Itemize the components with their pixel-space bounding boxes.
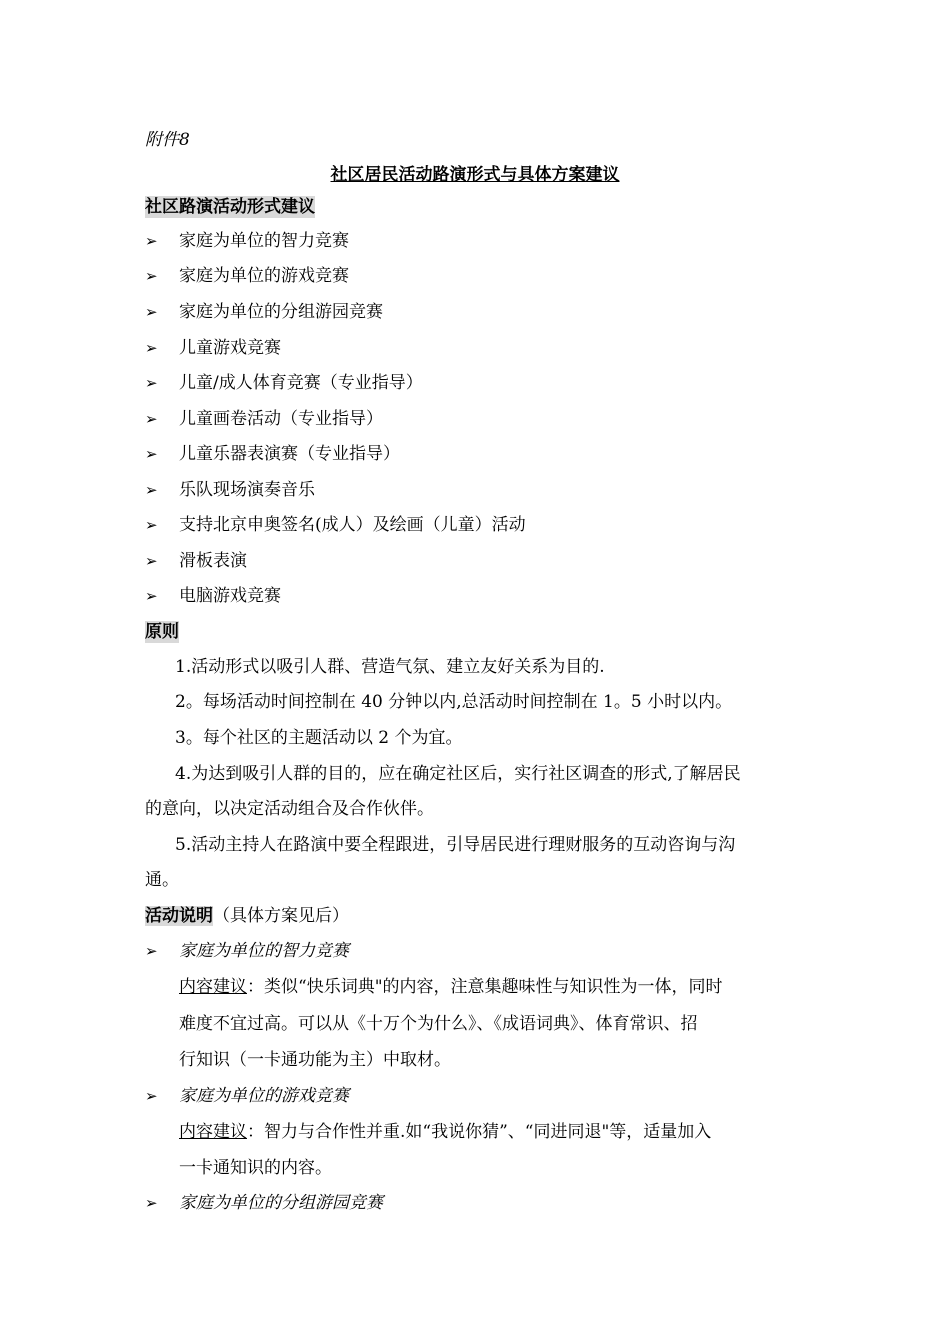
- arrow-bullet-icon: ➢: [145, 445, 158, 463]
- principle-4-line2: 的意向，以决定活动组合及合作伙伴。: [145, 799, 434, 819]
- section-heading-activities-row: [145, 905, 810, 927]
- principle-5-line1: 5.活动主持人在路演中要全程跟进，引导居民进行理财服务的互动咨询与沟: [175, 835, 736, 855]
- arrow-bullet-icon: ➢: [145, 339, 158, 357]
- activity-title: 家庭为单位的智力竞赛: [179, 941, 349, 961]
- activity-desc-line: 内容建议：类似“快乐词典"的内容，注意集趣味性与知识性为一体，同时: [179, 977, 723, 997]
- principle-4-line1: 4.为达到吸引人群的目的，应在确定社区后，实行社区调查的形式,了解居民: [175, 764, 741, 784]
- principle-5-line2: 通。: [145, 870, 179, 890]
- document-title: 社区居民活动路演形式与具体方案建议: [330, 165, 620, 185]
- arrow-bullet-icon: ➢: [145, 587, 158, 605]
- section-heading-note: （具体方案见后）: [213, 906, 349, 926]
- arrow-bullet-icon: ➢: [145, 1087, 158, 1105]
- section-heading-activities: 活动说明: [145, 906, 213, 926]
- document-page: 附件8 社区居民活动路演形式与具体方案建议 社区路演活动形式建议 ➢ 家庭为单位的智力竞赛 ➢ 家庭为单位的游戏竞赛 ➢ 家庭为单位的分组游园竞赛 ➢ 儿童游戏竞赛 ➢ 儿童/成人体育竞赛（专业指导） ➢ 儿童画卷活动（专业指导） ➢ 儿童乐器表演赛（专业指导） ➢ 乐队现场演奏音乐 ➢ 支持北京申奥签名(成人）及绘画（儿童）活动 ➢ 滑板表演 ➢ 电脑游戏竞赛 原则 1.活动形式以吸引人群、营造气氛、建立友好关系为目的. 2。每场活动时间控制在 40 分钟以内,总活动时间控制在 1。5 小时以内。 3。每个社区的主题活动以 2 个为宜。 4.为达到吸引人群的目的，应在确定社区后，实行社区调查的形式,了解居民 的意向，以决定活动组合及合作伙伴。 5.活动主持人在路演中要全程跟进，引导居民进行理财服务的互动咨询与沟 通。 活动说明（具体方案见后） ➢ 家庭为单位的智力竞赛 内容建议：类似“快乐词典"的内容，注意集趣味性与知识性为一体，同时 难度不宜过高。可以从《十万个为什么》、《成语词典》、体育常识、招 行知识（一卡通功能为主）中取材。 ➢ 家庭为单位的游戏竞赛 内容建议：智力与合作性并重.如“我说你猜”、“同进同退"等，适量加入 一卡通知识的内容。 ➢ 家庭为单位的分组游园竞赛: [0, 0, 950, 1344]
- activity-desc-line: 行知识（一卡通功能为主）中取材。: [179, 1050, 451, 1070]
- arrow-bullet-icon: ➢: [145, 942, 158, 960]
- arrow-bullet-icon: ➢: [145, 374, 158, 392]
- arrow-bullet-icon: ➢: [145, 303, 158, 321]
- section-heading-forms: 社区路演活动形式建议: [145, 197, 315, 217]
- principle-1: 1.活动形式以吸引人群、营造气氛、建立友好关系为目的.: [175, 657, 605, 677]
- activity-desc-line: 难度不宜过高。可以从《十万个为什么》、《成语词典》、体育常识、招: [179, 1014, 698, 1034]
- arrow-bullet-icon: ➢: [145, 267, 158, 285]
- arrow-bullet-icon: ➢: [145, 516, 158, 534]
- section-heading-principles: 原则: [145, 622, 179, 642]
- activity-desc-line: 一卡通知识的内容。: [179, 1158, 332, 1178]
- arrow-bullet-icon: ➢: [145, 1194, 158, 1212]
- attachment-label: 附件8: [145, 130, 190, 150]
- arrow-bullet-icon: ➢: [145, 481, 158, 499]
- arrow-bullet-icon: ➢: [145, 232, 158, 250]
- activity-title: 家庭为单位的游戏竞赛: [179, 1086, 349, 1106]
- arrow-bullet-icon: ➢: [145, 552, 158, 570]
- principle-3: 3。每个社区的主题活动以 2 个为宜。: [175, 728, 463, 748]
- activity-desc-line: 内容建议：智力与合作性并重.如“我说你猜”、“同进同退"等，适量加入: [179, 1122, 712, 1142]
- content-label: 内容建议: [179, 1122, 247, 1142]
- activity-title: 家庭为单位的分组游园竞赛: [179, 1193, 383, 1213]
- principle-2: 2。每场活动时间控制在 40 分钟以内,总活动时间控制在 1。5 小时以内。: [175, 692, 733, 712]
- content-label: 内容建议: [179, 977, 247, 997]
- arrow-bullet-icon: ➢: [145, 410, 158, 428]
